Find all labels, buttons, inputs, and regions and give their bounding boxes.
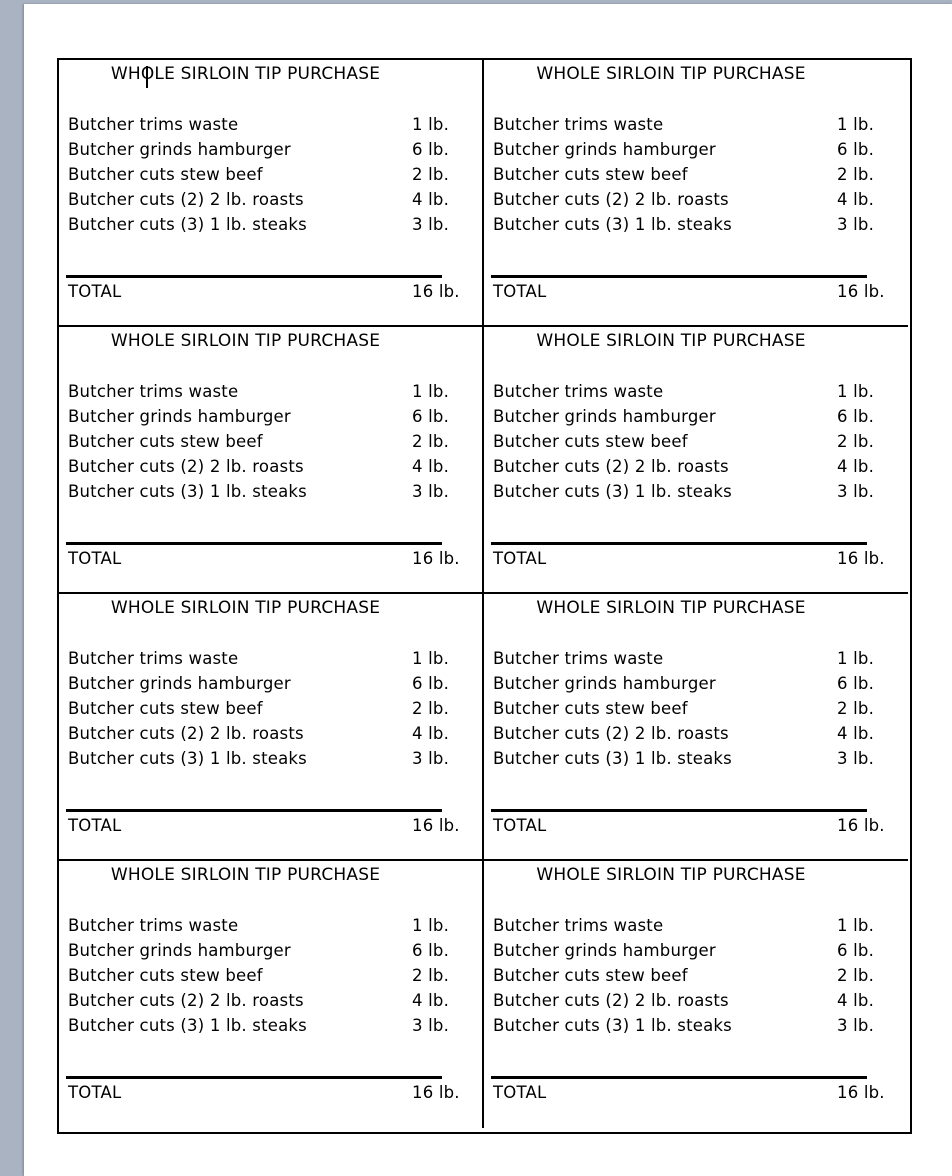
list-item — [68, 646, 448, 671]
total-label: TOTAL — [493, 282, 547, 301]
total-label: TOTAL — [68, 282, 122, 301]
item-weight: 6 lb. — [412, 407, 450, 426]
item-weight: 2 lb. — [412, 966, 450, 985]
item-label: Butcher cuts stew beef — [493, 432, 688, 451]
purchase-card-6[interactable] — [484, 594, 908, 861]
item-list — [493, 913, 873, 1038]
item-label: Butcher cuts (2) 2 lb. roasts — [493, 190, 729, 209]
list-item — [68, 671, 448, 696]
total-rule — [66, 275, 442, 278]
list-item — [68, 721, 448, 746]
item-weight: 6 lb. — [837, 407, 875, 426]
item-label: Butcher cuts (3) 1 lb. steaks — [493, 215, 732, 234]
list-item — [493, 746, 873, 771]
purchase-card-2[interactable] — [484, 60, 908, 327]
item-weight: 2 lb. — [412, 699, 450, 718]
card-title: WHOLE SIRLOIN TIP PURCHASE — [536, 64, 806, 84]
item-label: Butcher cuts (3) 1 lb. steaks — [68, 749, 307, 768]
item-label: Butcher grinds hamburger — [493, 407, 716, 426]
item-weight: 2 lb. — [837, 165, 875, 184]
item-list — [493, 379, 873, 504]
total-row — [68, 280, 468, 304]
item-list — [68, 112, 448, 237]
purchase-card-3[interactable] — [59, 327, 484, 594]
total-value: 16 lb. — [837, 282, 885, 301]
item-label: Butcher grinds hamburger — [493, 941, 716, 960]
item-label: Butcher trims waste — [493, 916, 664, 935]
list-item — [493, 696, 873, 721]
item-weight: 2 lb. — [837, 699, 875, 718]
item-label: Butcher cuts (3) 1 lb. steaks — [68, 1016, 307, 1035]
document-page[interactable] — [24, 4, 952, 1176]
purchase-card-4[interactable] — [484, 327, 908, 594]
card-title: WHOLE SIRLOIN TIP PURCHASE — [110, 331, 381, 351]
item-label: Butcher cuts (3) 1 lb. steaks — [493, 482, 732, 501]
item-label: Butcher cuts (2) 2 lb. roasts — [68, 991, 304, 1010]
total-row — [68, 547, 468, 571]
total-rule — [66, 809, 442, 812]
item-label: Butcher grinds hamburger — [68, 140, 291, 159]
total-row — [68, 1081, 468, 1105]
list-item — [493, 162, 873, 187]
item-label: Butcher grinds hamburger — [68, 407, 291, 426]
item-label: Butcher trims waste — [68, 916, 239, 935]
item-label: Butcher cuts (2) 2 lb. roasts — [493, 457, 729, 476]
total-label: TOTAL — [493, 549, 547, 568]
item-weight: 1 lb. — [412, 916, 450, 935]
total-label: TOTAL — [493, 1083, 547, 1102]
list-item — [68, 454, 448, 479]
total-value: 16 lb. — [412, 282, 460, 301]
item-list — [68, 379, 448, 504]
item-weight: 3 lb. — [412, 1016, 450, 1035]
total-value: 16 lb. — [412, 1083, 460, 1102]
total-value: 16 lb. — [412, 549, 460, 568]
item-list — [68, 913, 448, 1038]
list-item — [493, 671, 873, 696]
item-label: Butcher cuts (2) 2 lb. roasts — [493, 991, 729, 1010]
purchase-cards-table — [57, 58, 912, 1134]
list-item — [493, 963, 873, 988]
list-item — [68, 212, 448, 237]
total-value: 16 lb. — [837, 816, 885, 835]
total-rule — [491, 809, 867, 812]
list-item — [68, 913, 448, 938]
list-item — [493, 137, 873, 162]
item-label: Butcher cuts stew beef — [68, 432, 263, 451]
list-item — [493, 988, 873, 1013]
list-item — [68, 162, 448, 187]
item-label: Butcher cuts (3) 1 lb. steaks — [68, 482, 307, 501]
item-weight: 4 lb. — [837, 457, 875, 476]
item-weight: 6 lb. — [837, 674, 875, 693]
item-weight: 1 lb. — [837, 649, 875, 668]
total-row — [68, 814, 468, 838]
total-rule — [491, 542, 867, 545]
item-weight: 3 lb. — [837, 215, 875, 234]
list-item — [68, 938, 448, 963]
item-label: Butcher trims waste — [493, 649, 664, 668]
item-weight: 4 lb. — [412, 190, 450, 209]
total-label: TOTAL — [493, 816, 547, 835]
item-weight: 1 lb. — [412, 649, 450, 668]
item-weight: 3 lb. — [412, 215, 450, 234]
item-weight: 6 lb. — [412, 140, 450, 159]
list-item — [68, 963, 448, 988]
item-weight: 4 lb. — [837, 724, 875, 743]
item-label: Butcher grinds hamburger — [68, 674, 291, 693]
list-item — [493, 646, 873, 671]
item-weight: 3 lb. — [837, 482, 875, 501]
total-rule — [491, 275, 867, 278]
list-item — [68, 429, 448, 454]
purchase-card-1[interactable] — [59, 60, 484, 327]
item-weight: 4 lb. — [837, 190, 875, 209]
item-label: Butcher cuts stew beef — [493, 966, 688, 985]
item-label: Butcher cuts (2) 2 lb. roasts — [493, 724, 729, 743]
item-label: Butcher cuts stew beef — [493, 699, 688, 718]
list-item — [68, 112, 448, 137]
list-item — [68, 379, 448, 404]
total-rule — [491, 1076, 867, 1079]
list-item — [68, 696, 448, 721]
item-label: Butcher trims waste — [68, 382, 239, 401]
item-label: Butcher trims waste — [68, 649, 239, 668]
item-label: Butcher cuts (3) 1 lb. steaks — [493, 1016, 732, 1035]
item-weight: 1 lb. — [837, 115, 875, 134]
card-title: WHOLE SIRLOIN TIP PURCHASE — [110, 598, 381, 618]
list-item — [493, 112, 873, 137]
item-label: Butcher cuts (3) 1 lb. steaks — [68, 215, 307, 234]
total-label: TOTAL — [68, 816, 122, 835]
list-item — [493, 187, 873, 212]
card-title: WHOLE SIRLOIN TIP PURCHASE — [536, 598, 806, 618]
item-weight: 2 lb. — [837, 966, 875, 985]
list-item — [493, 404, 873, 429]
list-item — [493, 212, 873, 237]
total-row — [493, 280, 893, 304]
item-weight: 3 lb. — [837, 749, 875, 768]
total-value: 16 lb. — [837, 1083, 885, 1102]
item-label: Butcher trims waste — [493, 115, 664, 134]
card-title: WHOLE SIRLOIN TIP PURCHASE — [110, 865, 381, 885]
total-value: 16 lb. — [412, 816, 460, 835]
item-weight: 6 lb. — [837, 941, 875, 960]
list-item — [68, 187, 448, 212]
list-item — [493, 454, 873, 479]
item-label: Butcher cuts stew beef — [68, 699, 263, 718]
item-weight: 2 lb. — [837, 432, 875, 451]
card-title: WHOLE SIRLOIN TIP PURCHASE — [110, 64, 381, 84]
item-weight: 3 lb. — [412, 482, 450, 501]
item-label: Butcher cuts (3) 1 lb. steaks — [493, 749, 732, 768]
item-label: Butcher cuts (2) 2 lb. roasts — [68, 190, 304, 209]
item-weight: 2 lb. — [412, 432, 450, 451]
item-label: Butcher cuts stew beef — [493, 165, 688, 184]
total-row — [493, 1081, 893, 1105]
item-label: Butcher grinds hamburger — [493, 674, 716, 693]
item-label: Butcher cuts stew beef — [68, 165, 263, 184]
list-item — [493, 1013, 873, 1038]
list-item — [493, 379, 873, 404]
list-item — [68, 404, 448, 429]
list-item — [493, 938, 873, 963]
list-item — [68, 1013, 448, 1038]
item-weight: 6 lb. — [412, 674, 450, 693]
purchase-card-7[interactable] — [59, 861, 484, 1128]
item-weight: 4 lb. — [412, 724, 450, 743]
item-label: Butcher cuts (2) 2 lb. roasts — [68, 457, 304, 476]
item-weight: 1 lb. — [412, 115, 450, 134]
list-item — [493, 721, 873, 746]
item-weight: 3 lb. — [837, 1016, 875, 1035]
item-label: Butcher grinds hamburger — [68, 941, 291, 960]
item-weight: 6 lb. — [412, 941, 450, 960]
list-item — [68, 479, 448, 504]
item-weight: 1 lb. — [412, 382, 450, 401]
total-rule — [66, 542, 442, 545]
item-weight: 2 lb. — [412, 165, 450, 184]
purchase-card-5[interactable] — [59, 594, 484, 861]
item-weight: 3 lb. — [412, 749, 450, 768]
list-item — [493, 479, 873, 504]
total-row — [493, 547, 893, 571]
item-weight: 4 lb. — [837, 991, 875, 1010]
item-weight: 1 lb. — [837, 916, 875, 935]
total-value: 16 lb. — [837, 549, 885, 568]
item-weight: 1 lb. — [837, 382, 875, 401]
list-item — [68, 137, 448, 162]
card-title: WHOLE SIRLOIN TIP PURCHASE — [536, 865, 806, 885]
list-item — [68, 988, 448, 1013]
item-label: Butcher trims waste — [68, 115, 239, 134]
list-item — [68, 746, 448, 771]
total-rule — [66, 1076, 442, 1079]
item-weight: 4 lb. — [412, 457, 450, 476]
item-list — [493, 646, 873, 771]
item-label: Butcher grinds hamburger — [493, 140, 716, 159]
item-weight: 6 lb. — [837, 140, 875, 159]
total-label: TOTAL — [68, 1083, 122, 1102]
item-label: Butcher cuts stew beef — [68, 966, 263, 985]
item-label: Butcher cuts (2) 2 lb. roasts — [68, 724, 304, 743]
item-list — [68, 646, 448, 771]
purchase-card-8[interactable] — [484, 861, 908, 1128]
list-item — [493, 429, 873, 454]
total-label: TOTAL — [68, 549, 122, 568]
card-title: WHOLE SIRLOIN TIP PURCHASE — [536, 331, 806, 351]
list-item — [493, 913, 873, 938]
item-list — [493, 112, 873, 237]
total-row — [493, 814, 893, 838]
item-weight: 4 lb. — [412, 991, 450, 1010]
item-label: Butcher trims waste — [493, 382, 664, 401]
